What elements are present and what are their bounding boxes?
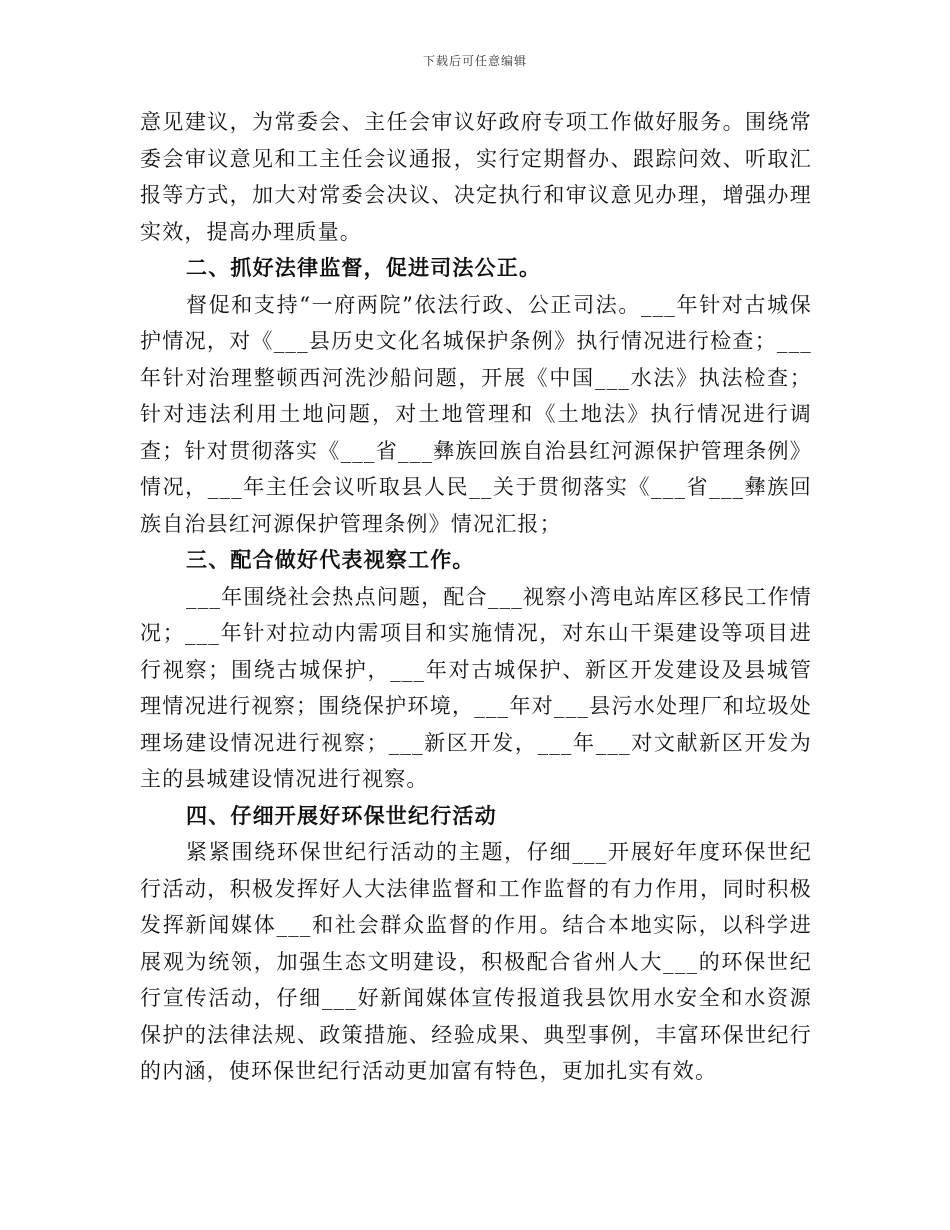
section-heading-2: 二、抓好法律监督，促进司法公正。 bbox=[186, 256, 542, 280]
page-header: 下载后可任意编辑 bbox=[422, 54, 527, 68]
paragraph-inspection: ___年围绕社会热点问题，配合___视察小湾电站库区移民工作情况；___年针对拉动内需项目和实施情况，对东山干渠建设等项目进行视察；围绕古城保护，___年对古城保护、新区开发建设及县城管理情况进行视察；围绕保护环境，___年对___县污水处理厂和垃圾处理场建设情况进行视察；___新区开发，___年___对文献新区开发为主的县城建设情况进行视察。 bbox=[140, 584, 812, 791]
section-heading-4: 四、仔细开展好环保世纪行活动 bbox=[186, 803, 497, 828]
section-heading-3: 三、配合做好代表视察工作。 bbox=[186, 548, 475, 572]
paragraph-environment: 紧紧围绕环保世纪行活动的主题，仔细___开展好年度环保世纪行活动，积极发挥好人大法律监督和工作监督的有力作用，同时积极发挥新闻媒体___和社会群众监督的作用。结合本地实际，以科学进展观为统领，加强生态文明建设，积极配合省州人大___的环保世纪行宣传活动，仔细___好新闻媒体宣传报道我县饮用水安全和水资源保护的法律法规、政策措施、经验成果、典型事例，丰富环保世纪行的内涵，使环保世纪行活动更加富有特色，更加扎实有效。 bbox=[140, 840, 812, 1083]
document-body bbox=[140, 104, 812, 1090]
paragraph-legal-supervision: 督促和支持“一府两院”依法行政、公正司法。___年针对古城保护情况，对《___县历史文化名城保护条例》执行情况进行检查；___年针对治理整顿西河洗沙船问题，开展《中国___水法》执法检查；针对违法利用土地问题，对土地管理和《土地法》执行情况进行调查；针对贯彻落实《___省___彝族回族自治县红河源保护管理条例》情况，___年主任会议听取县人民__关于贯彻落实《___省___彝族回族自治县红河源保护管理条例》情况汇报； bbox=[140, 292, 812, 536]
paragraph-continuation: 意见建议，为常委会、主任会审议好政府专项工作做好服务。围绕常委会审议意见和工主任会议通报，实行定期督办、跟踪问效、听取汇报等方式，加大对常委会决议、决定执行和审议意见办理，增强办理实效，提高办理质量。 bbox=[140, 110, 812, 244]
